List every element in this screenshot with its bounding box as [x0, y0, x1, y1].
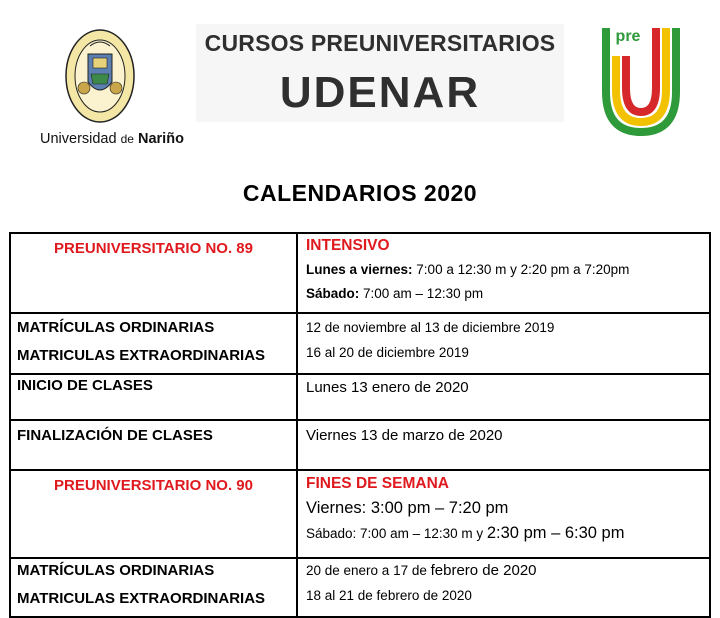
program-89-saturday-schedule: Sábado: 7:00 am – 12:30 pm: [306, 286, 484, 301]
program-89-enroll-dates: [297, 313, 710, 374]
enroll-ordinary-dates: 20 de enero a 17 de febrero de 2020: [306, 562, 537, 579]
program-90-friday-schedule: Viernes: 3:00 pm – 7:20 pm: [306, 499, 509, 517]
program-89-mode: INTENSIVO: [306, 237, 390, 254]
program-89-weekday-schedule: Lunes a viernes: 7:00 a 12:30 m y 2:20 pm a 7:20pm: [306, 262, 630, 277]
table-row: [10, 374, 710, 420]
program-wordmark: [196, 24, 564, 122]
program-89-schedule: [297, 233, 710, 313]
table-row: [10, 558, 710, 617]
program-90-schedule: [297, 470, 710, 558]
university-seal-logo: [64, 28, 136, 128]
wordmark-subtitle: CURSOS PREUNIVERSITARIOS: [204, 30, 556, 56]
calendar-table: [9, 232, 711, 618]
wordmark-title: UDENAR: [279, 68, 481, 117]
enroll-extra-dates: 16 al 20 de diciembre 2019: [306, 345, 469, 360]
program-89-enroll-labels: [10, 313, 297, 374]
enroll-ordinary-dates: 12 de noviembre al 13 de diciembre 2019: [306, 320, 555, 335]
enroll-ordinary-label: MATRÍCULAS ORDINARIAS: [17, 319, 215, 336]
program-90-enroll-labels: [10, 558, 297, 617]
table-row: [10, 313, 710, 374]
class-end-label: FINALIZACIÓN DE CLASES: [10, 420, 297, 470]
table-row: [10, 470, 710, 558]
enroll-extra-label: MATRICULAS EXTRAORDINARIAS: [17, 590, 266, 607]
program-90-mode: FINES DE SEMANA: [306, 475, 449, 492]
enroll-ordinary-label: MATRÍCULAS ORDINARIAS: [17, 562, 215, 579]
program-90-enroll-dates: [297, 558, 710, 617]
university-name: Universidad de Nariño: [40, 131, 184, 147]
table-row: [10, 420, 710, 470]
page-title: CALENDARIOS 2020: [242, 180, 478, 206]
program-90-saturday-schedule: Sábado: 7:00 am – 12:30 m y 2:30 pm – 6:30 pm: [306, 524, 625, 542]
program-89-name: PREUNIVERSITARIO NO. 89: [10, 233, 297, 313]
enroll-extra-dates: 18 al 21 de febrero de 2020: [306, 588, 472, 603]
class-start-date: Lunes 13 enero de 2020: [297, 374, 710, 420]
class-end-date: Viernes 13 de marzo de 2020: [297, 420, 710, 470]
enroll-extra-label: MATRICULAS EXTRAORDINARIAS: [17, 347, 266, 364]
preu-logo-text: pre: [615, 28, 641, 45]
program-90-name: PREUNIVERSITARIO NO. 90: [10, 470, 297, 558]
preu-logo: [600, 22, 682, 138]
class-start-label: INICIO DE CLASES: [10, 374, 297, 420]
table-row: [10, 233, 710, 313]
